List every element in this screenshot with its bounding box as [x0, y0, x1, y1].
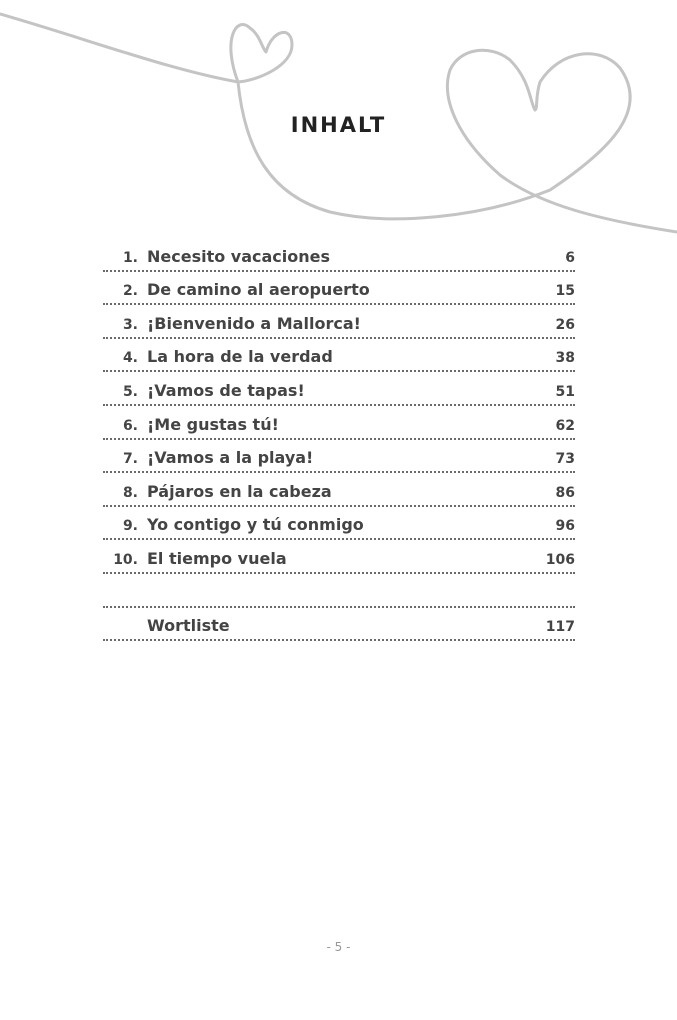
- toc-number: 1.: [122, 249, 138, 266]
- toc-page: 26: [555, 316, 575, 333]
- page-number: - 5 -: [326, 940, 351, 954]
- toc-page: 15: [555, 283, 575, 300]
- toc-entry-4[interactable]: [103, 339, 575, 373]
- toc-entry-2[interactable]: [103, 272, 575, 306]
- toc-page: 51: [555, 383, 575, 400]
- toc-number: 2.: [122, 283, 138, 300]
- toc-blank-row: [103, 574, 575, 608]
- toc-entry-7[interactable]: [103, 440, 575, 474]
- toc-page: 73: [555, 451, 575, 468]
- table-of-contents: [103, 238, 575, 641]
- toc-page: 117: [545, 619, 575, 636]
- toc-entry-wortliste[interactable]: [103, 608, 575, 642]
- toc-page: 6: [565, 249, 575, 266]
- toc-page: 62: [555, 417, 575, 434]
- toc-label: ¡Vamos de tapas!: [147, 380, 305, 400]
- toc-entry-5[interactable]: [103, 372, 575, 406]
- toc-label: Wortliste: [147, 616, 230, 636]
- toc-label: ¡Vamos a la playa!: [147, 448, 314, 468]
- toc-label: ¡Me gustas tú!: [147, 414, 279, 434]
- toc-number: 4.: [122, 350, 138, 367]
- toc-page: 38: [555, 350, 575, 367]
- toc-label: Necesito vacaciones: [147, 246, 331, 266]
- toc-page: 96: [555, 518, 575, 535]
- toc-number: 3.: [122, 316, 138, 333]
- toc-label: Yo contigo y tú conmigo: [147, 515, 364, 535]
- toc-label: La hora de la verdad: [147, 347, 333, 367]
- toc-number: 6.: [122, 417, 138, 434]
- toc-number: 5.: [122, 383, 138, 400]
- page-title: INHALT: [290, 113, 387, 137]
- toc-number: 9.: [122, 518, 138, 535]
- toc-entry-10[interactable]: [103, 540, 575, 574]
- toc-label: El tiempo vuela: [147, 548, 287, 568]
- toc-entry-3[interactable]: [103, 305, 575, 339]
- toc-entry-1[interactable]: [103, 238, 575, 272]
- toc-page: 106: [545, 551, 575, 568]
- toc-entry-6[interactable]: [103, 406, 575, 440]
- toc-page: 86: [555, 484, 575, 501]
- toc-number: 10.: [113, 551, 138, 568]
- toc-label: De camino al aeropuerto: [147, 280, 370, 300]
- toc-entry-8[interactable]: [103, 473, 575, 507]
- toc-label: ¡Bienvenido a Mallorca!: [147, 313, 361, 333]
- toc-number: 8.: [122, 484, 138, 501]
- toc-entry-9[interactable]: [103, 507, 575, 541]
- toc-label: Pájaros en la cabeza: [147, 481, 332, 501]
- toc-number: 7.: [122, 451, 138, 468]
